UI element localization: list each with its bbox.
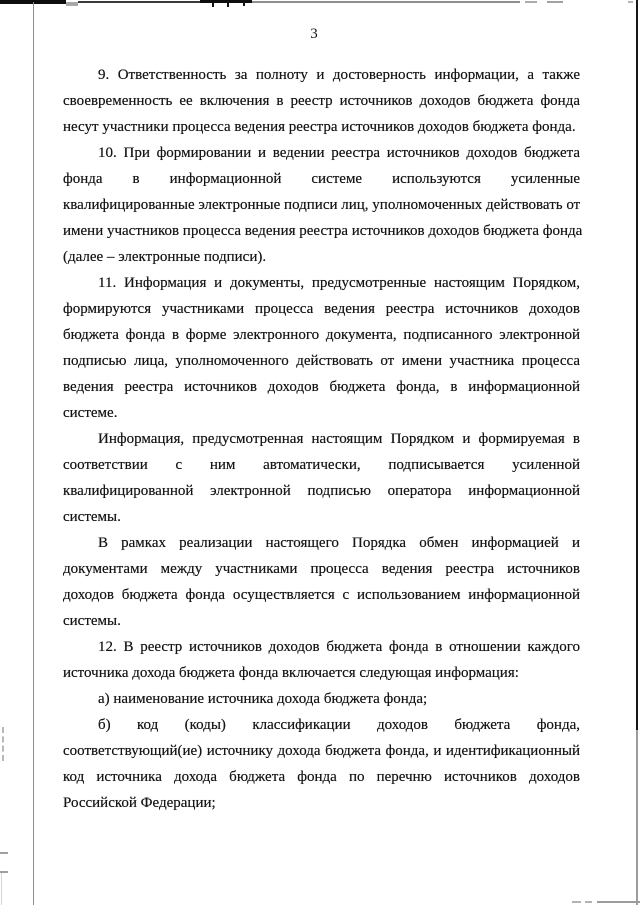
scan-artifact-bottom-dash xyxy=(572,901,581,903)
scan-artifact-top-tick xyxy=(212,1,214,7)
scan-artifact-left-border-line xyxy=(33,2,34,905)
text-line: код источника дохода бюджета фонда по перечню источников доходов xyxy=(63,769,580,785)
scan-artifact-top-tick xyxy=(243,1,245,6)
text-line: доходов бюджета фонда осуществляется с использованием информационной xyxy=(63,587,580,603)
scan-artifact-top-line-gray xyxy=(252,1,520,3)
scan-artifact-top-dot xyxy=(628,1,633,3)
scan-artifact-left-faint-line xyxy=(1,873,2,905)
text-line: системы. xyxy=(63,613,121,629)
scan-artifact-top-dash xyxy=(547,1,563,3)
scan-artifact-top-dash xyxy=(525,1,537,3)
scan-artifact-left-dashed-segment xyxy=(2,727,4,761)
scan-artifact-top-line-black xyxy=(200,0,252,3)
text-line: ведения реестра источников доходов бюджета фонда, в информационной xyxy=(63,379,580,395)
text-line: Российской Федерации; xyxy=(63,795,216,811)
text-line: системы. xyxy=(63,509,121,525)
document-body xyxy=(63,62,583,816)
scan-artifact-bottom-line xyxy=(597,901,640,903)
text-line: Информация, предусмотренная настоящим Порядком и формируемая в xyxy=(98,431,580,447)
text-line: 9. Ответственность за полноту и достоверность информации, а также xyxy=(98,67,580,83)
text-line: имени участников процесса ведения реестра источников доходов бюджета фонда xyxy=(63,223,583,239)
text-line: формируются участниками процесса ведения реестра источников доходов xyxy=(63,301,580,317)
scan-artifact-left-tick xyxy=(0,852,8,854)
scan-artifact-top-tick xyxy=(227,1,229,7)
scan-artifact-top-line-dark xyxy=(78,1,202,3)
scan-artifact-right-border-line-dark xyxy=(636,0,638,730)
text-line: соответствии с ним автоматически, подписывается усиленной xyxy=(63,457,580,473)
text-line: источника дохода бюджета фонда включается следующая информация: xyxy=(63,665,519,681)
text-line: фонда в информационной системе используются усиленные xyxy=(63,171,580,187)
scan-artifact-top-bar xyxy=(0,0,66,4)
text-line: В рамках реализации настоящего Порядка обмен информацией и xyxy=(98,535,580,551)
text-line: соответствующий(ие) источнику дохода бюджета фонда, и идентификационный xyxy=(63,743,580,759)
text-line: подписью лица, уполномоченного действовать от имени участника процесса xyxy=(63,353,580,369)
text-line: 10. При формировании и ведении реестра источников доходов бюджета xyxy=(98,145,580,161)
scan-artifact-left-tick xyxy=(0,871,8,873)
text-line: своевременность ее включения в реестр источников доходов бюджета фонда xyxy=(63,93,580,109)
text-line: несут участники процесса ведения реестра источников доходов бюджета фонда. xyxy=(63,119,576,135)
text-line: квалифицированной электронной подписью оператора информационной xyxy=(63,483,580,499)
text-line: квалифицированные электронные подписи лиц, уполномоченных действовать от xyxy=(63,197,581,213)
scan-artifact-top-notch xyxy=(66,2,78,6)
text-line: (далее – электронные подписи). xyxy=(63,249,267,265)
text-line: документами между участниками процесса ведения реестра источников xyxy=(63,561,580,577)
page-number: 3 xyxy=(310,26,318,42)
scan-artifact-right-border-line-gray xyxy=(636,730,638,905)
text-line: б) код (коды) классификации доходов бюджета фонда, xyxy=(98,717,580,733)
text-line: системе. xyxy=(63,405,118,421)
scan-artifact-bottom-dash xyxy=(585,901,592,903)
text-line: бюджета фонда в форме электронного документа, подписанного электронной xyxy=(63,327,580,343)
text-line: 12. В реестр источников доходов бюджета фонда в отношении каждого xyxy=(98,639,580,655)
text-line: а) наименование источника дохода бюджета фонда; xyxy=(98,691,428,707)
text-line: 11. Информация и документы, предусмотренные настоящим Порядком, xyxy=(98,275,580,291)
